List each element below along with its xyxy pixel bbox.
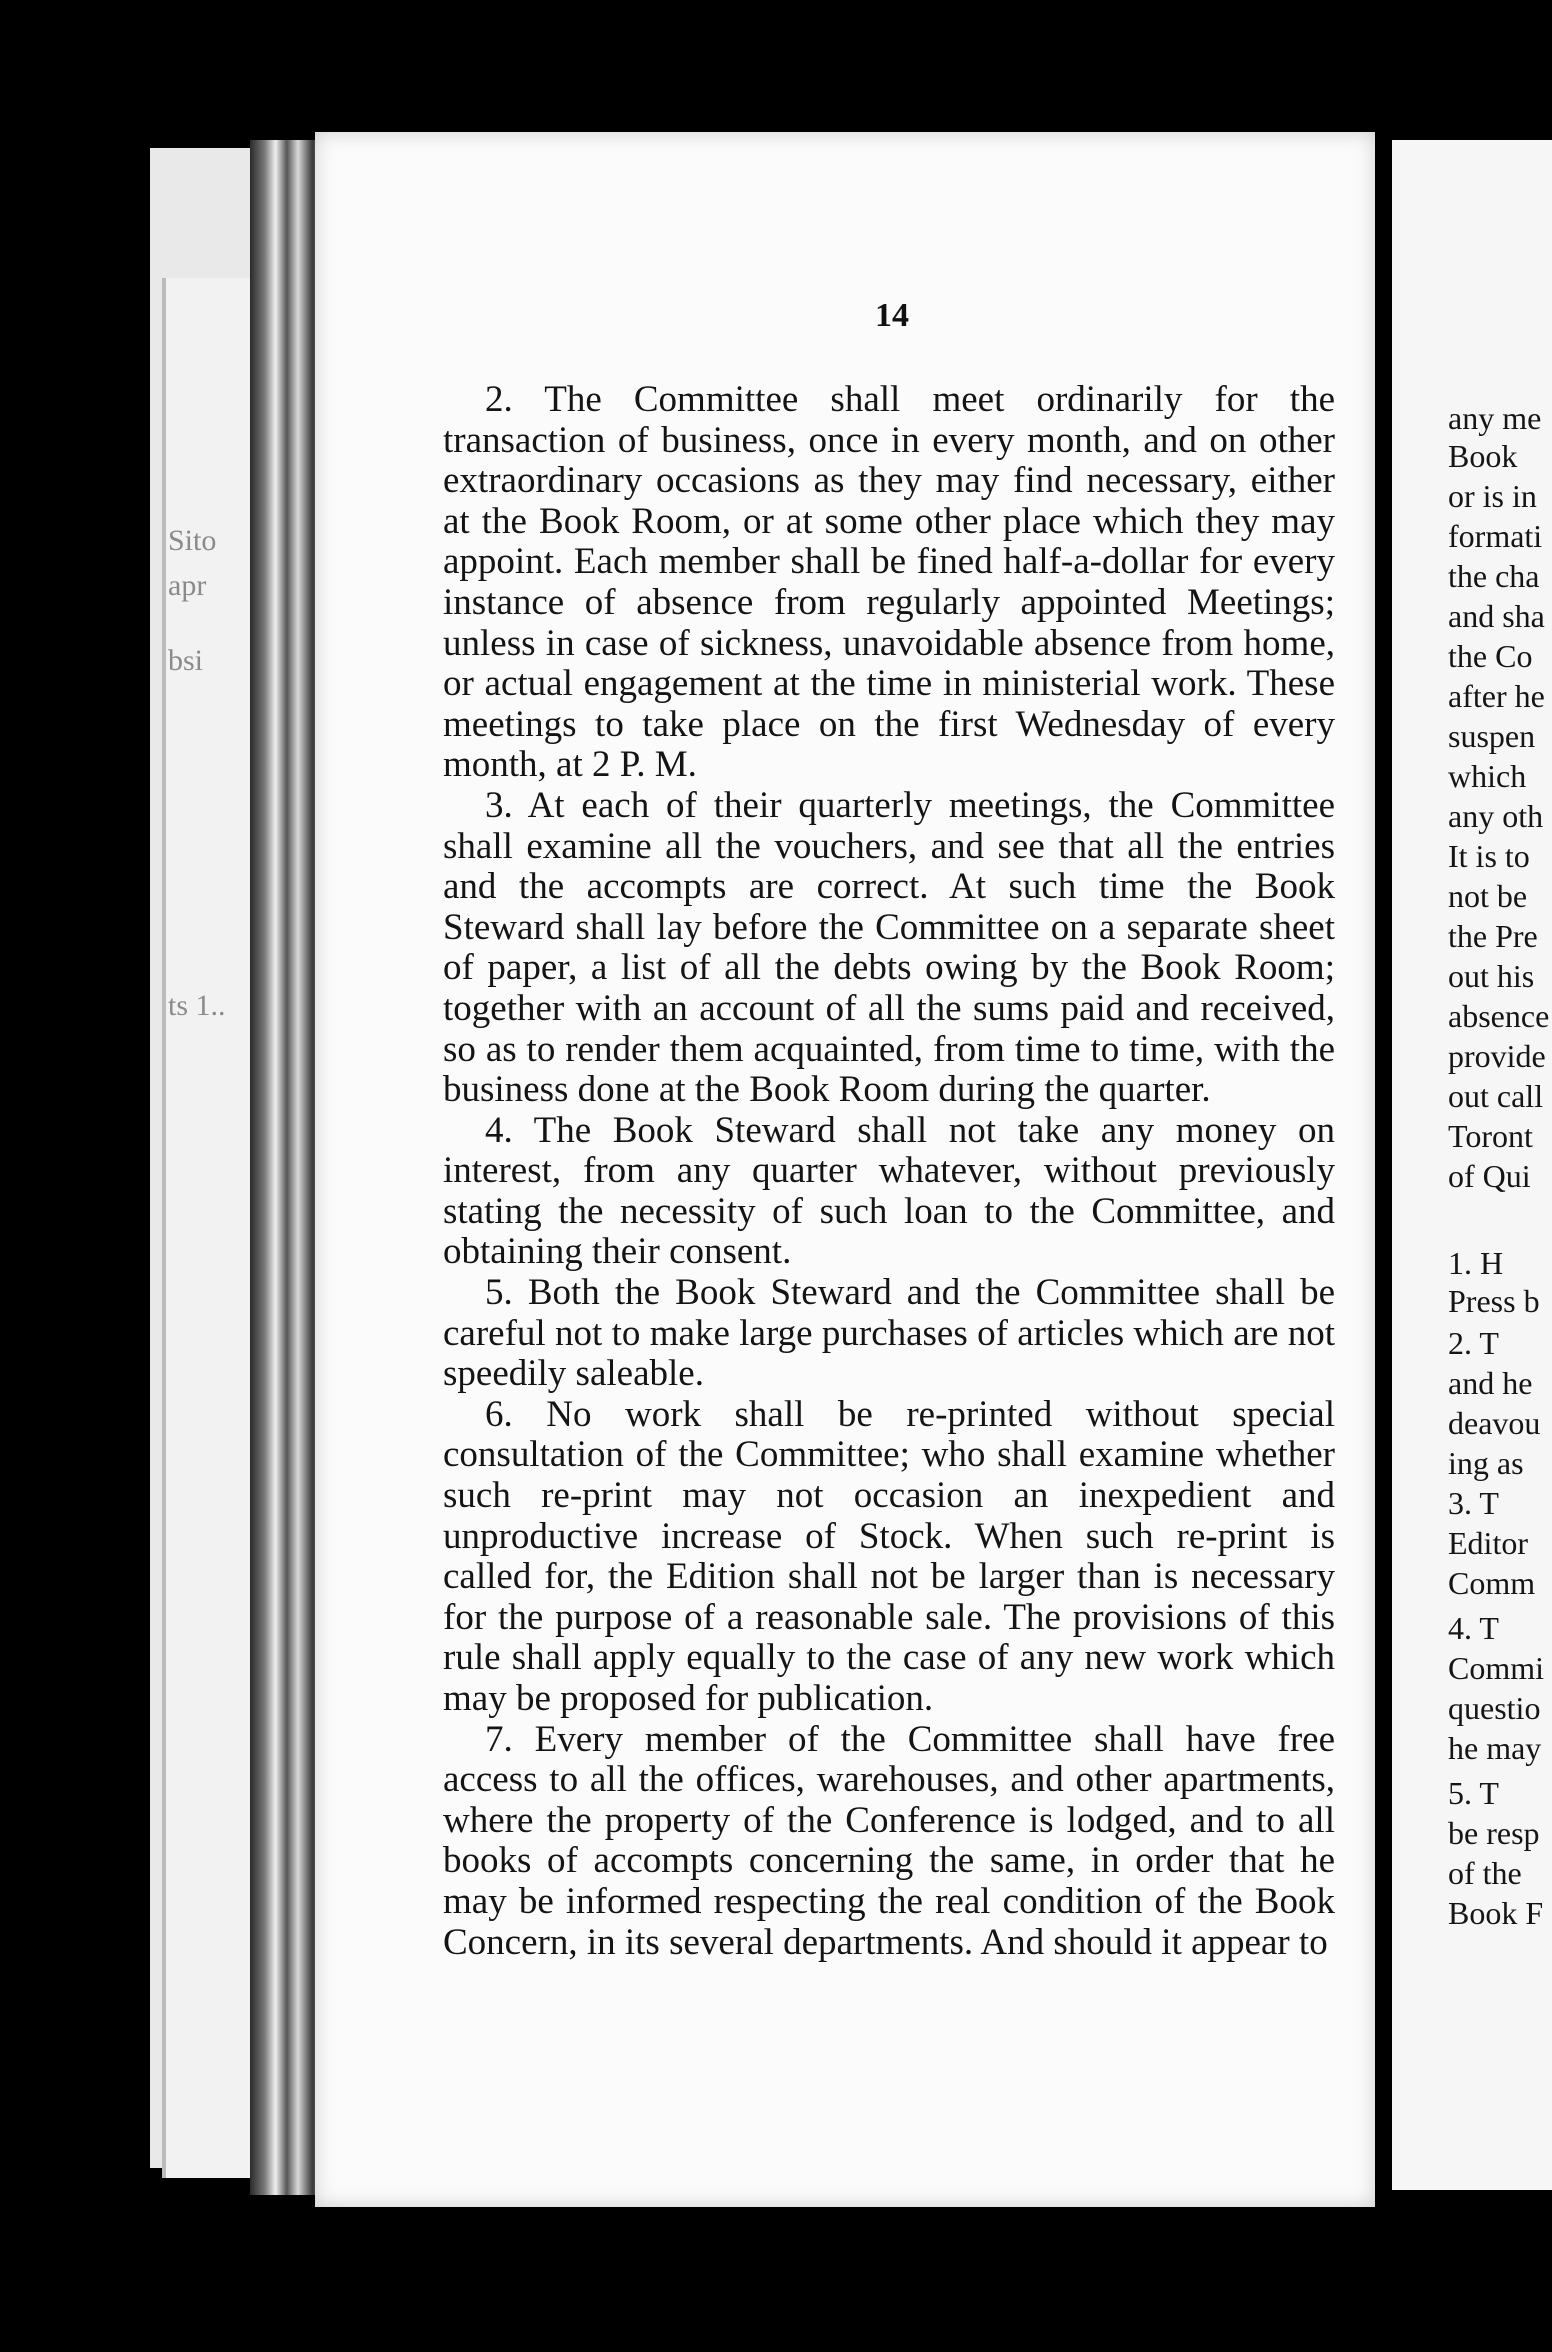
facing-page-fragment: the cha (1448, 558, 1540, 594)
left-page-fragment: apr (168, 569, 207, 602)
facing-page-fragment: the Co (1448, 638, 1533, 674)
facing-page-fragment: and he (1448, 1365, 1533, 1401)
left-page-fragment: ts 1.. (168, 989, 226, 1022)
page-body (443, 380, 1335, 1963)
facing-page-fragment: ing as (1448, 1445, 1524, 1481)
facing-page-fragment: It is to (1448, 838, 1530, 874)
left-page-fragment: bsi (168, 644, 204, 677)
facing-page-fragment: absence (1448, 998, 1550, 1034)
facing-page-fragment: 5. T (1448, 1775, 1499, 1811)
facing-page-fragment: formati (1448, 518, 1543, 554)
facing-page-fragment: not be (1448, 878, 1528, 914)
facing-page-fragment: Book F (1448, 1895, 1544, 1931)
facing-page-fragment: Toront (1448, 1118, 1533, 1154)
facing-page-fragment: be resp (1448, 1815, 1540, 1851)
facing-page-fragment: Editor (1448, 1525, 1528, 1561)
left-page-fragment: Sito (168, 524, 217, 557)
facing-page-fragment: he may (1448, 1730, 1542, 1766)
facing-page-fragment: any me (1448, 400, 1542, 436)
facing-page-fragment: deavou (1448, 1405, 1541, 1441)
page-number: 14 (875, 297, 909, 334)
paragraph-rule-4: 4. The Book Steward shall not take any money on interest, from any quarter whatever, without previously stating the necessity of such loan to the Committee, and obtaining their consent. (443, 1109, 1335, 1273)
paragraph-rule-5: 5. Both the Book Steward and the Committee shall be careful not to make large purchases of articles which are not speedily saleable. (443, 1272, 1335, 1395)
facing-page-fragment: or is in (1448, 478, 1537, 514)
facing-page-fragment: and sha (1448, 598, 1545, 634)
facing-page-fragment: of Qui (1448, 1158, 1531, 1194)
facing-page-fragment: after he (1448, 678, 1545, 714)
facing-page-fragment: questio (1448, 1690, 1541, 1726)
facing-page-fragment: Commi (1448, 1650, 1545, 1686)
facing-page-fragment: Press b (1448, 1283, 1540, 1319)
facing-page-fragment: 1. H (1448, 1245, 1504, 1281)
facing-page-fragment: which (1448, 758, 1527, 794)
facing-page-fragment: 2. T (1448, 1325, 1499, 1361)
facing-page-fragment: of the (1448, 1855, 1522, 1891)
paragraph-rule-6: 6. No work shall be re-printed without special consultation of the Committee; who shall examine whether such re-print may not occasion an inexpedient and unproductive increase of Stock. When such re-print is called for, the Edition shall not be larger than is necessary for the purpose of a reasonable sale. The provisions of this rule shall apply equally to the case of any new work which may be proposed for publication. (443, 1393, 1335, 1719)
facing-page-fragment: 3. T (1448, 1485, 1499, 1521)
facing-page (1392, 140, 1552, 2190)
facing-page-fragment: suspen (1448, 718, 1536, 754)
facing-page-fragment: out call (1448, 1078, 1544, 1114)
facing-page-fragment: Book (1448, 438, 1518, 474)
facing-page-fragment: any oth (1448, 798, 1544, 834)
paragraph-rule-2: 2. The Committee shall meet ordinarily for the transaction of business, once in every month, and on other extraordinary occasions as they may find necessary, either at the Book Room, or at some other place which they may appoint. Each member shall be fined half-a-dollar for every instance of absence from regularly appointed Meetings; unless in case of sickness, unavoidable absence from home, or actual engagement at the time in ministerial work. These meetings to take place on the first Wednesday of every month, at 2 P. M. (443, 379, 1335, 786)
paragraph-rule-3: 3. At each of their quarterly meetings, the Committee shall examine all the vouchers, and see that all the entries and the accompts are correct. At such time the Book Steward shall lay before the Committee on a separate sheet of paper, a list of all the debts owing by the Book Room; together with an account of all the sums paid and received, so as to render them acquainted, from time to time, with the business done at the Book Room during the quarter. (443, 784, 1335, 1111)
facing-page-fragment: 4. T (1448, 1610, 1499, 1646)
paragraph-rule-7: 7. Every member of the Committee shall have free access to all the offices, warehouses, and other apartments, where the property of the Conference is lodged, and to all books of accompts concerning the same, in order that he may be informed respecting the real condition of the Book Concern, in its several departments. And should it appear to (443, 1718, 1335, 1963)
facing-page-fragment: out his (1448, 958, 1535, 994)
facing-page-fragment: Comm (1448, 1565, 1536, 1601)
facing-page-fragment: provide (1448, 1038, 1546, 1074)
facing-page-fragment: the Pre (1448, 918, 1538, 954)
book-page (315, 132, 1375, 2207)
